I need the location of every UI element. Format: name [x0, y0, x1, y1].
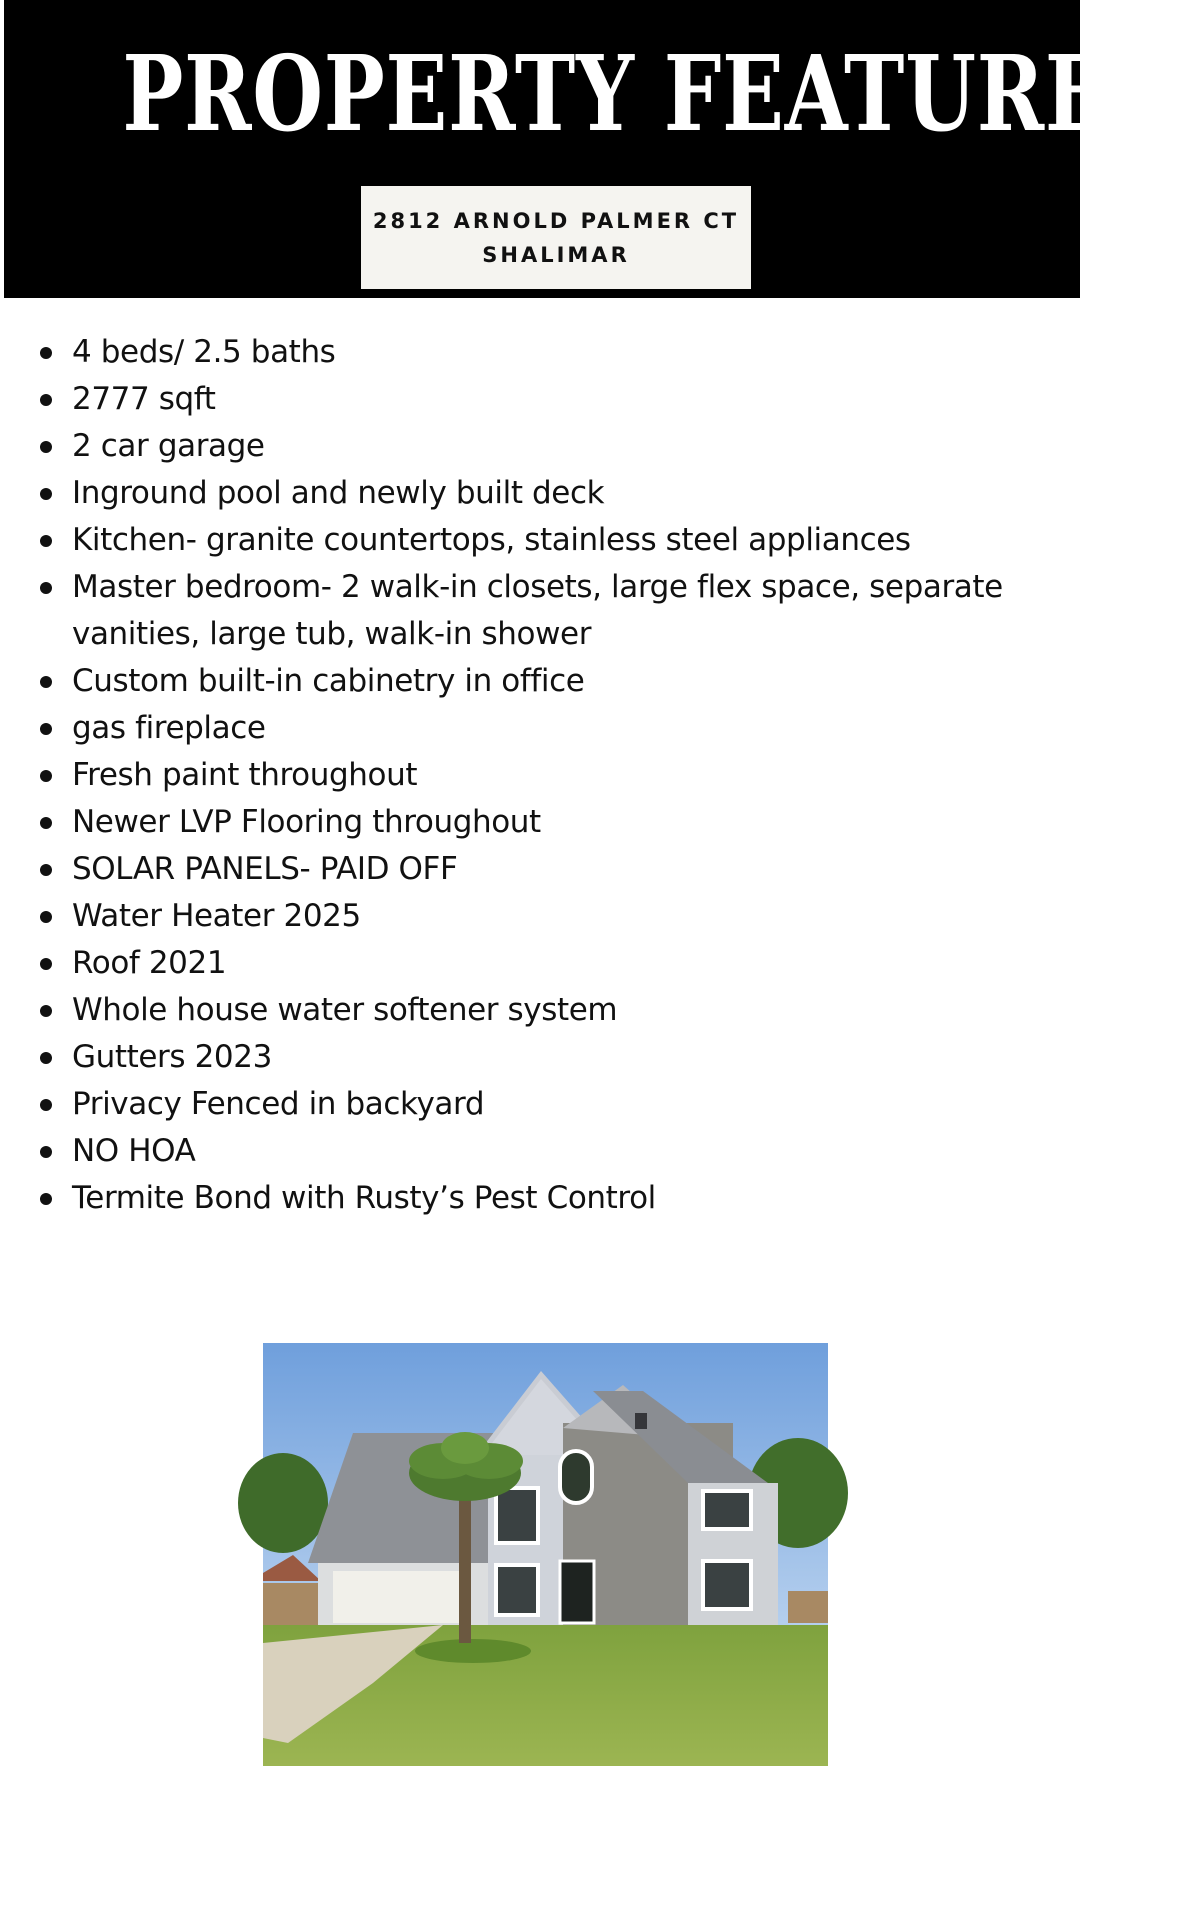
bullet-icon	[40, 1193, 52, 1205]
bullet-icon	[40, 911, 52, 923]
feature-text: 4 beds/ 2.5 baths	[72, 334, 336, 370]
list-item	[32, 423, 1032, 470]
bullet-icon	[40, 676, 52, 688]
list-item	[32, 705, 1032, 752]
list-item	[32, 517, 1032, 564]
feature-text: Custom built-in cabinetry in office	[72, 663, 585, 699]
bullet-icon	[40, 582, 52, 594]
feature-text: Inground pool and newly built deck	[72, 475, 605, 511]
list-item	[32, 658, 1032, 705]
bullet-icon	[40, 535, 52, 547]
list-item	[32, 564, 1032, 658]
list-item	[32, 987, 1032, 1034]
bullet-icon	[40, 394, 52, 406]
address-city: SHALIMAR	[482, 242, 630, 267]
feature-text: 2 car garage	[72, 428, 265, 464]
list-item	[32, 1175, 1032, 1222]
list-item	[32, 893, 1032, 940]
feature-text: Whole house water softener system	[72, 992, 618, 1028]
feature-text: Kitchen- granite countertops, stainless steel appliances	[72, 522, 911, 558]
list-item	[32, 1128, 1032, 1175]
list-item	[32, 376, 1032, 423]
feature-text: Privacy Fenced in backyard	[72, 1086, 485, 1122]
feature-text: NO HOA	[72, 1133, 196, 1169]
bullet-icon	[40, 864, 52, 876]
bullet-icon	[40, 958, 52, 970]
feature-text: Fresh paint throughout	[72, 757, 418, 793]
bullet-icon	[40, 723, 52, 735]
feature-text: SOLAR PANELS- PAID OFF	[72, 851, 458, 887]
bullet-icon	[40, 770, 52, 782]
bullet-icon	[40, 1005, 52, 1017]
list-item	[32, 799, 1032, 846]
bullet-icon	[40, 1052, 52, 1064]
list-item	[32, 846, 1032, 893]
feature-text: gas fireplace	[72, 710, 266, 746]
list-item	[32, 329, 1032, 376]
address-box	[361, 186, 751, 289]
list-item	[32, 470, 1032, 517]
bullet-icon	[40, 817, 52, 829]
bullet-icon	[40, 488, 52, 500]
feature-text: Termite Bond with Rusty’s Pest Control	[72, 1180, 656, 1216]
bullet-icon	[40, 1099, 52, 1111]
feature-text: Newer LVP Flooring throughout	[72, 804, 541, 840]
house-photo	[263, 1343, 828, 1766]
list-item	[32, 1081, 1032, 1128]
house-photo-illustration	[263, 1343, 828, 1766]
bullet-icon	[40, 347, 52, 359]
list-item	[32, 1034, 1032, 1081]
list-item	[32, 940, 1032, 987]
feature-text: Roof 2021	[72, 945, 227, 981]
feature-text: 2777 sqft	[72, 381, 216, 417]
bullet-icon	[40, 441, 52, 453]
page-title: PROPERTY FEATURES:	[122, 32, 1198, 155]
feature-text: Gutters 2023	[72, 1039, 272, 1075]
header-banner	[4, 0, 1198, 298]
feature-text: Master bedroom- 2 walk-in closets, large flex space, separate vanities, large tub, walk-in shower	[72, 569, 1003, 652]
address-street: 2812 ARNOLD PALMER CT	[372, 208, 740, 233]
list-item	[32, 752, 1032, 799]
features-list	[32, 329, 1032, 1222]
feature-text: Water Heater 2025	[72, 898, 361, 934]
bullet-icon	[40, 1146, 52, 1158]
